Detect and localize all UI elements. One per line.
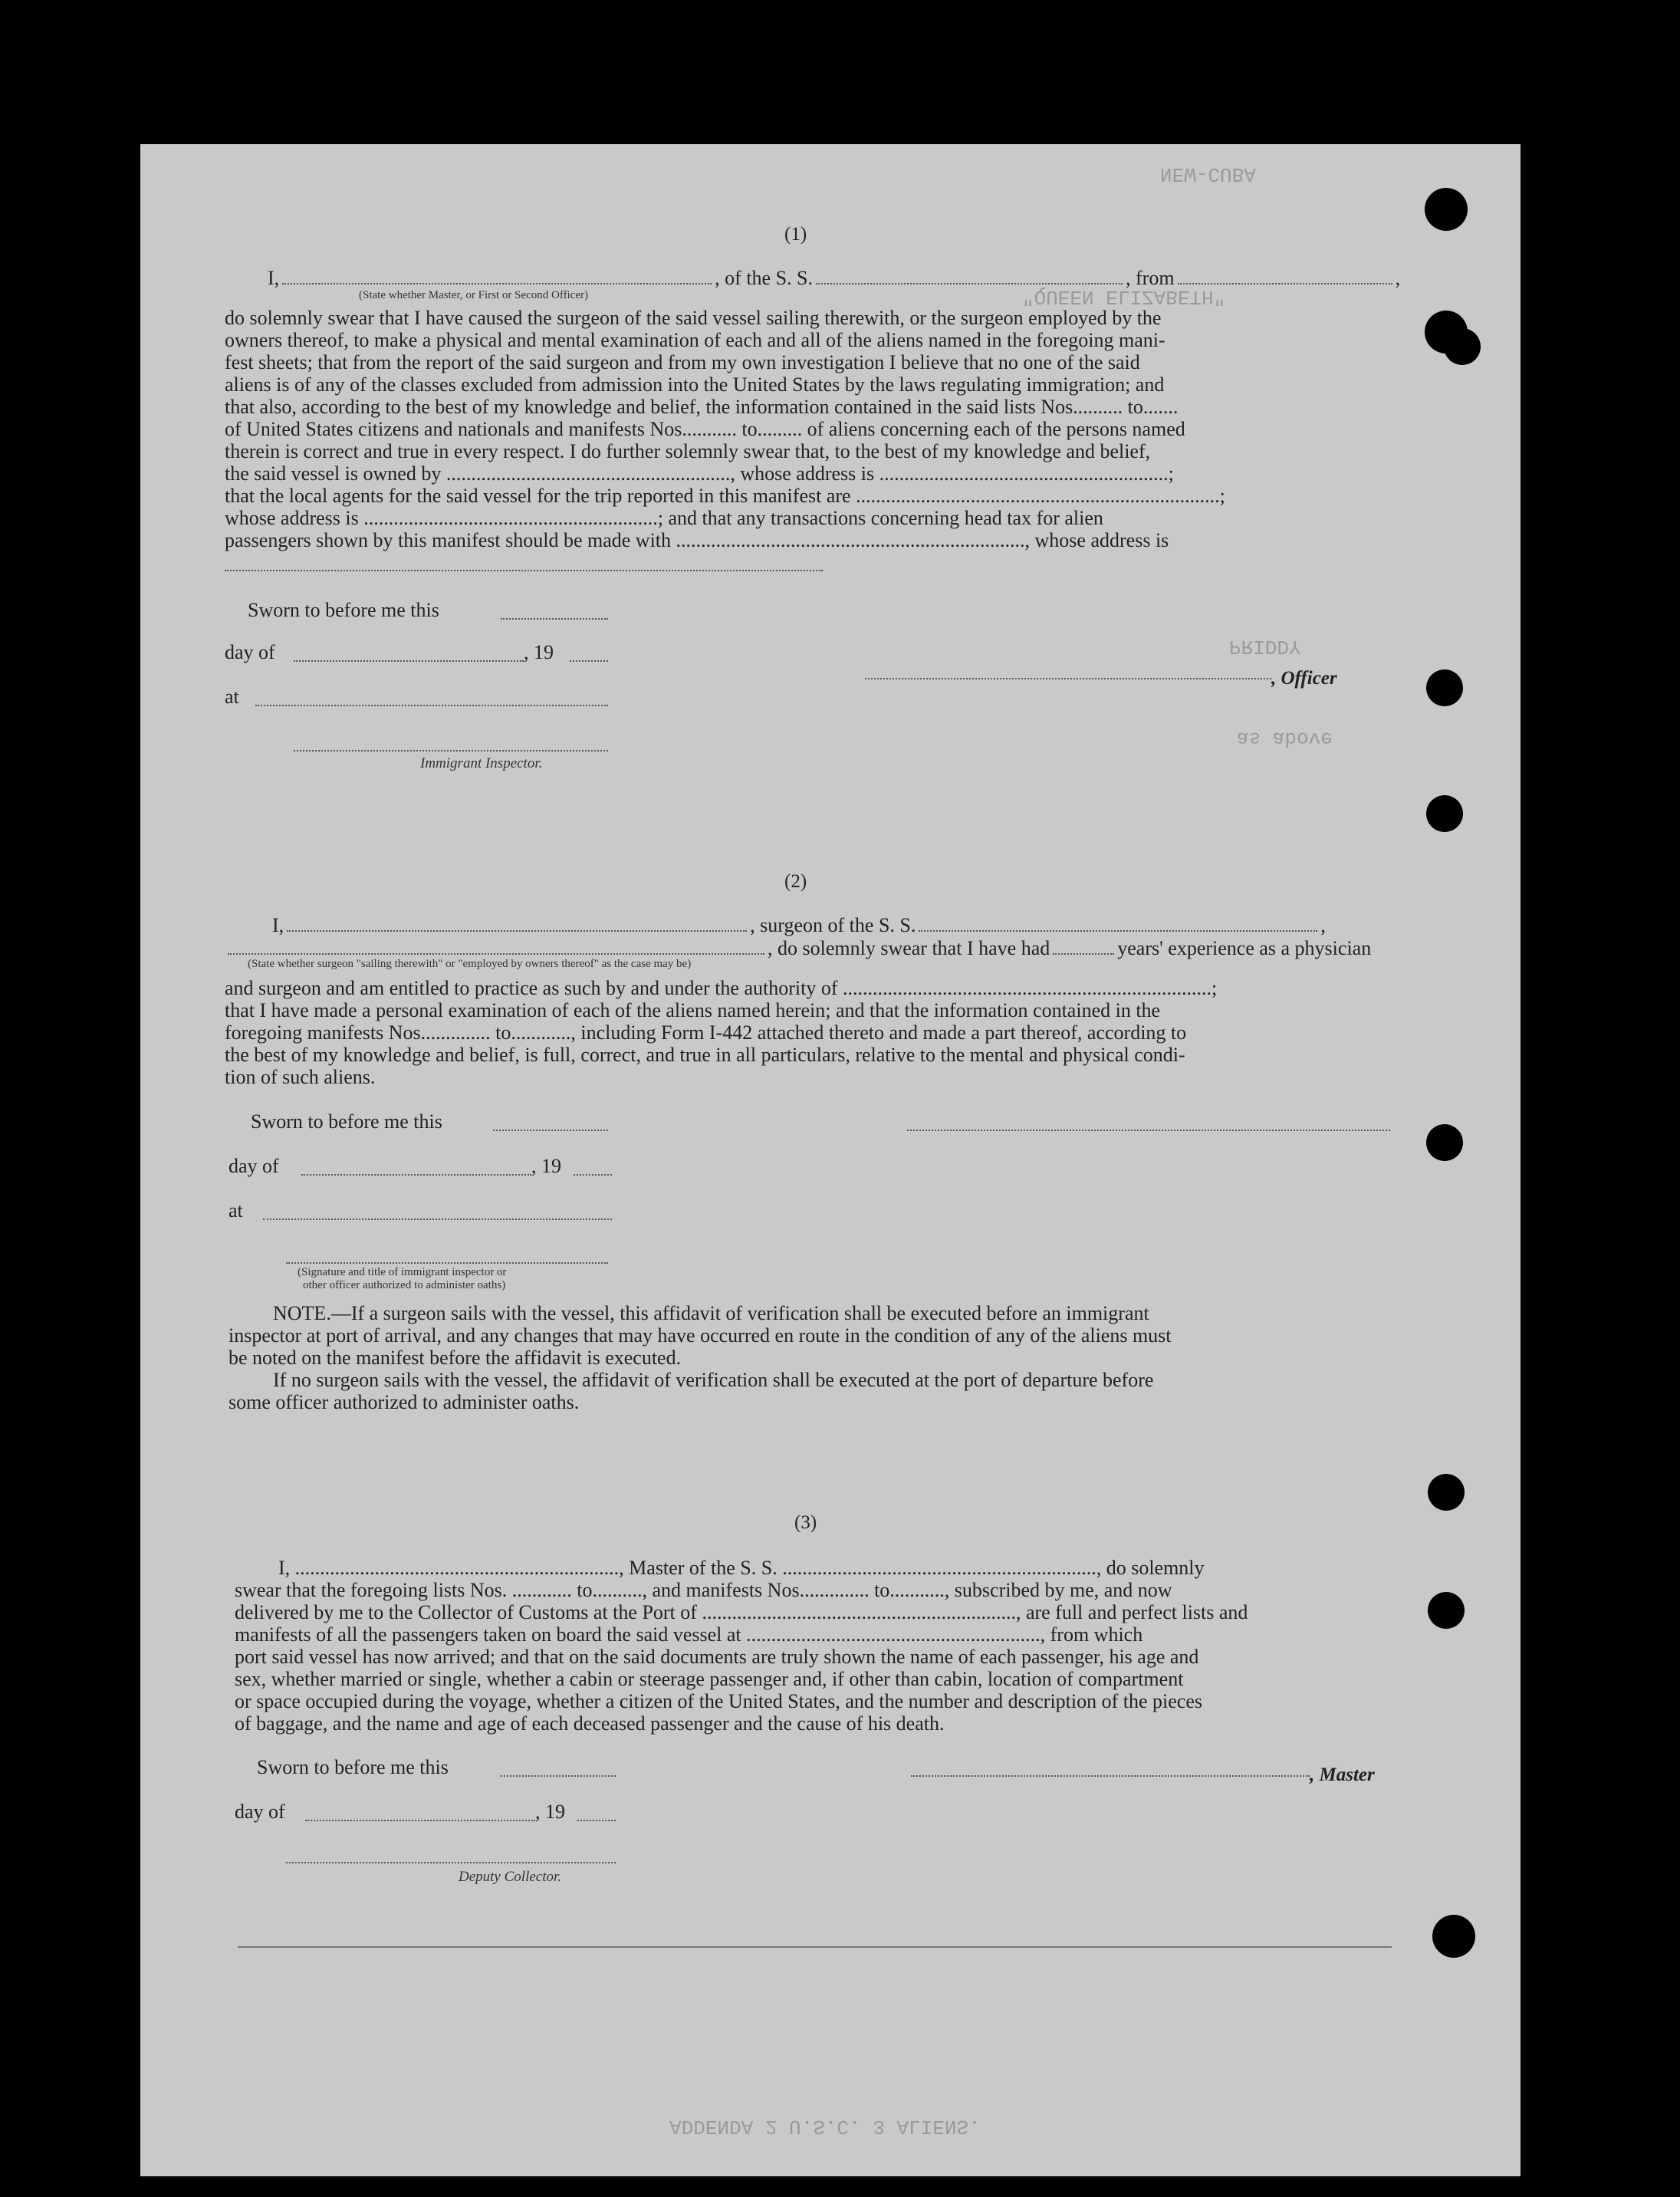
affidavit-line: passengers shown by this manifest should be made with ......................................................................, whose address is <box>225 529 1169 551</box>
manifest-page <box>140 144 1521 2176</box>
master-signature-line <box>911 1775 1310 1777</box>
signature-line <box>286 1262 608 1264</box>
blank-line <box>301 1174 531 1176</box>
day-of-label: day of <box>235 1801 285 1823</box>
bleed-through-text: "QUEEN ELIZABETH" <box>1022 285 1226 308</box>
affidavit-line: manifests of all the passengers taken on board the said vessel at ..........................................................., from which <box>235 1623 1143 1646</box>
punch-hole <box>1428 1474 1465 1511</box>
blank-line <box>574 1174 612 1176</box>
sworn-label: Sworn to before me this <box>248 599 439 621</box>
affidavit-line: the best of my knowledge and belief, is full, correct, and true in all particulars, relative to the mental and physical condi- <box>225 1044 1185 1066</box>
master-label: , Master <box>1310 1765 1375 1785</box>
affidavit-line: that the local agents for the said vessel for the trip reported in this manifest are .........................................................................; <box>225 485 1225 507</box>
affidavit-line: the said vessel is owned by ........................................................., whose address is ..........................................................; <box>225 462 1174 485</box>
signature-line <box>294 750 608 752</box>
affidavit-line: I, ................................................................., Master of the S. S. ..............................................................., do solemnly <box>278 1557 1205 1579</box>
at-label: at <box>225 686 239 708</box>
affidavit-line: port said vessel has now arrived; and that on the said documents are truly shown the name of each passenger, his age and <box>235 1646 1199 1668</box>
at-label: at <box>228 1199 243 1222</box>
punch-hole <box>1435 1915 1472 1952</box>
inspector-caption: Immigrant Inspector. <box>420 755 543 771</box>
blank-line <box>294 660 524 662</box>
punch-hole <box>1426 669 1463 706</box>
punch-hole <box>1426 1124 1463 1161</box>
affidavit-line: delivered by me to the Collector of Customs at the Port of ..............................................................., are full and perfect lists and <box>235 1601 1248 1623</box>
blank-line <box>255 705 608 706</box>
punch-hole <box>1426 795 1463 832</box>
year-label: , 19 <box>535 1801 565 1823</box>
blank-line <box>493 1130 608 1131</box>
affidavit-line: fest sheets; that from the report of the said surgeon and from my own investigation I believe that no one of the said <box>225 351 1140 373</box>
affidavit-line: that I have made a personal examination of each of the aliens named herein; and that the information contained in the <box>225 999 1161 1021</box>
sworn-label: Sworn to before me this <box>257 1756 449 1778</box>
collector-caption: Deputy Collector. <box>459 1869 562 1885</box>
affidavit-line: whose address is ...........................................................; and that any transactions concerning head tax for alien <box>225 507 1103 529</box>
signature-line <box>907 1130 1390 1131</box>
signature-caption: (Signature and title of immigrant inspector or <box>298 1266 507 1278</box>
signature-line <box>286 1862 616 1863</box>
affidavit-line: and surgeon and am entitled to practice as such by and under the authority of ..........................................................................; <box>225 977 1218 999</box>
note-line: be noted on the manifest before the affidavit is executed. <box>228 1347 682 1369</box>
field-note: (State whether surgeon "sailing therewith" or "employed by owners thereof" as the case may be) <box>248 958 692 970</box>
bleed-through-footer: ADDENDA 2 U.S.C. 3 ALIENS. <box>669 2115 981 2138</box>
note-line: If no surgeon sails with the vessel, the affidavit of verification shall be executed at the port of departure before <box>273 1369 1154 1391</box>
affidavit-line: tion of such aliens. <box>225 1066 376 1088</box>
blank-line <box>501 1775 616 1777</box>
affidavit-line: of United States citizens and nationals and manifests Nos........... to......... of aliens concerning each of the persons named <box>225 418 1185 440</box>
officer-signature-line <box>865 678 1271 679</box>
bleed-through-text: PRIDDY <box>1229 635 1301 658</box>
affidavit-line: I, , of the S. S. , from , <box>268 267 1401 289</box>
note-line: some officer authorized to administer oaths. <box>228 1391 580 1413</box>
blank-line <box>570 660 608 662</box>
blank-line <box>305 1820 535 1821</box>
blank-line <box>225 570 823 571</box>
section-number: (2) <box>784 871 807 892</box>
affidavit-line: sex, whether married or single, whether a cabin or steerage passenger and, if other than cabin, location of compartment <box>235 1668 1184 1690</box>
day-of-label: day of <box>225 641 275 663</box>
blank-line <box>577 1820 616 1821</box>
affidavit-line: or space occupied during the voyage, whether a citizen of the United States, and the number and description of the pieces <box>235 1690 1203 1712</box>
punch-hole <box>1428 1592 1465 1629</box>
affidavit-line: foregoing manifests Nos.............. to............, including Form I-442 attached thereto and made a part thereof, according to <box>225 1021 1187 1044</box>
affidavit-line: do solemnly swear that I have caused the surgeon of the said vessel sailing therewith, or the surgeon employed by the <box>225 307 1162 329</box>
affidavit-line: , do solemnly swear that I have had years' experience as a physician <box>225 939 1371 959</box>
affidavit-line: therein is correct and true in every respect. I do further solemnly swear that, to the best of my knowledge and belief, <box>225 440 1151 462</box>
affidavit-line: swear that the foregoing lists Nos. ............ to.........., and manifests Nos.............. to..........., subscribed by me, and now <box>235 1579 1172 1601</box>
section-number: (3) <box>794 1512 817 1533</box>
year-label: , 19 <box>531 1155 561 1177</box>
signature-caption: other officer authorized to administer oaths) <box>303 1279 506 1291</box>
blank-line <box>263 1219 612 1220</box>
affidavit-line: owners thereof, to make a physical and mental examination of each and all of the aliens named in the foregoing mani- <box>225 329 1165 351</box>
affidavit-line: that also, according to the best of my knowledge and belief, the information contained in the said lists Nos.......... to....... <box>225 396 1179 418</box>
note-line: inspector at port of arrival, and any changes that may have occurred en route in the condition of any of the aliens must <box>228 1324 1172 1347</box>
sworn-label: Sworn to before me this <box>251 1110 442 1133</box>
bleed-through-text: as above <box>1237 727 1333 750</box>
divider <box>238 1946 1392 1948</box>
blank-line <box>501 618 608 620</box>
affidavit-line: I, , surgeon of the S. S. , <box>272 914 1326 936</box>
officer-label: , Officer <box>1271 668 1337 689</box>
bleed-through-text: NEW-CUBA <box>1160 163 1256 186</box>
field-note: (State whether Master, or First or Second Officer) <box>359 289 589 301</box>
day-of-label: day of <box>228 1155 279 1177</box>
affidavit-line: aliens is of any of the classes excluded from admission into the United States by the laws regulating immigration; and <box>225 373 1165 396</box>
note-line: NOTE.—If a surgeon sails with the vessel, this affidavit of verification shall be executed before an immigrant <box>273 1302 1149 1324</box>
section-number: (1) <box>784 224 807 245</box>
year-label: , 19 <box>524 641 554 663</box>
affidavit-line: of baggage, and the name and age of each deceased passenger and the cause of his death. <box>235 1712 945 1735</box>
punch-hole <box>1425 188 1468 231</box>
punch-hole <box>1444 328 1481 365</box>
